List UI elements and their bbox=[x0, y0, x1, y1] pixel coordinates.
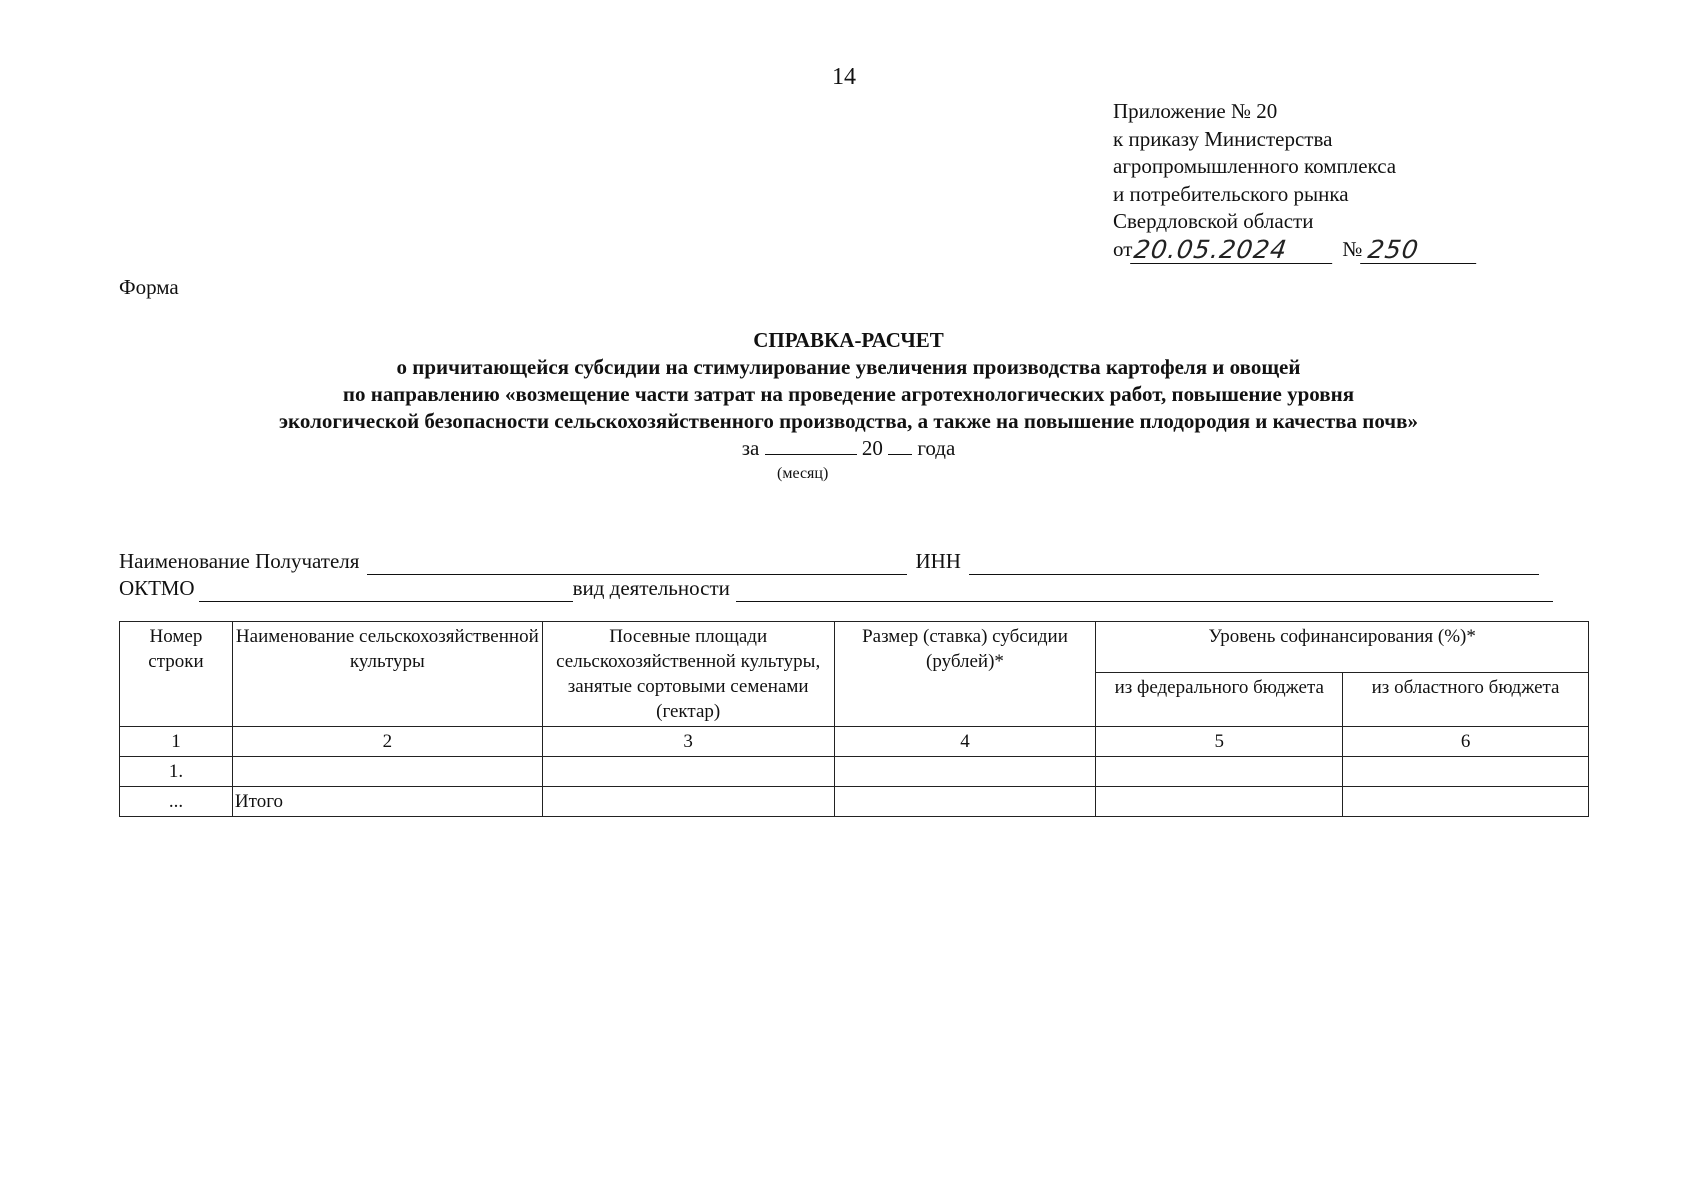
header-sown-area: Посевные площади сельскохозяйственной культуры, занятые сортовыми семенами (гектар) bbox=[542, 622, 834, 727]
row-number-cell: 1. bbox=[120, 757, 233, 787]
appendix-line: Свердловской области bbox=[1113, 209, 1314, 234]
appendix-block bbox=[1113, 98, 1478, 264]
month-hint: (месяц) bbox=[777, 465, 829, 482]
inn-label: ИНН bbox=[915, 549, 961, 573]
crop-name-cell[interactable] bbox=[232, 757, 542, 787]
number-prefix: № bbox=[1342, 236, 1363, 261]
appendix-line: и потребительского рынка bbox=[1113, 181, 1349, 206]
column-numbers-row bbox=[120, 727, 1589, 757]
calculation-table bbox=[119, 621, 1589, 817]
row-number-cell: ... bbox=[120, 787, 233, 817]
appendix-line: агропромышленного комплекса bbox=[1113, 154, 1397, 179]
header-row-number: Номер строки bbox=[120, 622, 233, 727]
activity-blank[interactable] bbox=[736, 583, 1553, 602]
page-number: 14 bbox=[832, 64, 856, 90]
column-number: 1 bbox=[120, 727, 233, 757]
date-prefix: от bbox=[1113, 236, 1133, 261]
order-date-number-line bbox=[1113, 236, 1478, 264]
title-line-2: по направлению «возмещение части затрат на проведение агротехнологических работ, повышение уровня bbox=[342, 382, 1355, 406]
recipient-label: Наименование Получателя bbox=[119, 549, 360, 573]
sown-area-cell[interactable] bbox=[542, 787, 834, 817]
regional-cell[interactable] bbox=[1343, 787, 1589, 817]
year-blank[interactable] bbox=[888, 436, 912, 455]
period-suffix: года bbox=[917, 436, 956, 460]
subsidy-rate-cell[interactable] bbox=[834, 757, 1096, 787]
header-cofinancing: Уровень софинансирования (%)* bbox=[1096, 622, 1589, 673]
oktmo-row bbox=[119, 575, 1553, 602]
regional-cell[interactable] bbox=[1343, 757, 1589, 787]
appendix-line: Приложение № 20 bbox=[1113, 99, 1278, 123]
column-number: 3 bbox=[542, 727, 834, 757]
column-number: 4 bbox=[834, 727, 1096, 757]
sown-area-cell[interactable] bbox=[542, 757, 834, 787]
recipient-fields bbox=[119, 548, 1553, 602]
document-title: СПРАВКА-РАСЧЕТ bbox=[753, 328, 944, 352]
appendix-line: к приказу Министерства bbox=[1113, 126, 1333, 151]
table-row bbox=[120, 757, 1589, 787]
federal-cell[interactable] bbox=[1096, 757, 1343, 787]
total-label-cell: Итого bbox=[232, 787, 542, 817]
recipient-row bbox=[119, 548, 1553, 575]
header-subsidy-rate: Размер (ставка) субсидии (рублей)* bbox=[834, 622, 1096, 727]
handwritten-date: 20.05.2024 bbox=[1131, 237, 1337, 264]
header-regional: из областного бюджета bbox=[1343, 673, 1589, 727]
document-title-block bbox=[0, 326, 1697, 462]
header-crop-name: Наименование сельскохозяйственной культуры bbox=[232, 622, 542, 727]
title-line-3: экологической безопасности сельскохозяйственного производства, а также на повышение плодородия и качества почв» bbox=[278, 409, 1418, 433]
period-year: 20 bbox=[861, 436, 883, 460]
column-number: 5 bbox=[1096, 727, 1343, 757]
oktmo-label: ОКТМО bbox=[119, 576, 195, 600]
form-label: Форма bbox=[119, 275, 179, 299]
inn-blank[interactable] bbox=[969, 556, 1539, 575]
table-row bbox=[120, 787, 1589, 817]
reporting-period bbox=[0, 435, 1697, 462]
federal-cell[interactable] bbox=[1096, 787, 1343, 817]
table-header-row bbox=[120, 622, 1589, 673]
column-number: 6 bbox=[1343, 727, 1589, 757]
handwritten-number: 250 bbox=[1361, 237, 1481, 264]
title-line-1: о причитающейся субсидии на стимулирование увеличения производства картофеля и овощей bbox=[396, 355, 1301, 379]
month-blank[interactable] bbox=[765, 436, 857, 455]
subsidy-rate-cell[interactable] bbox=[834, 787, 1096, 817]
period-prefix: за bbox=[741, 436, 760, 460]
activity-label: вид деятельности bbox=[572, 576, 730, 600]
oktmo-blank[interactable] bbox=[199, 583, 573, 602]
header-federal: из федерального бюджета bbox=[1096, 673, 1343, 727]
recipient-name-blank[interactable] bbox=[367, 556, 907, 575]
column-number: 2 bbox=[232, 727, 542, 757]
